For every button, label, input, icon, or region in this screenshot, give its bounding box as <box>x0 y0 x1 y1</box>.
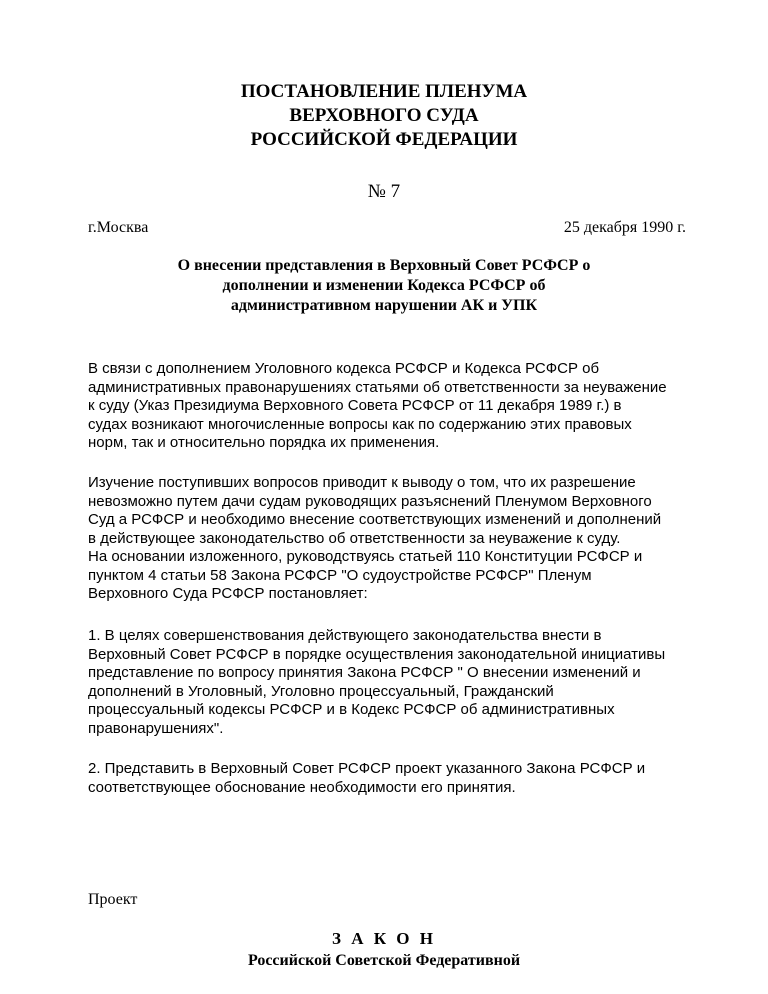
law-subtitle: Российской Советской Федеративной <box>247 952 521 969</box>
title-line: РОССИЙСКОЙ ФЕДЕРАЦИИ <box>250 129 518 150</box>
text-line: Верховного Суда РСФСР постановляет: <box>88 585 368 602</box>
resolution-subject <box>0 256 768 316</box>
text-line: невозможно путем дачи судам руководящих разъяснений Пленумом Верховного <box>88 492 652 510</box>
text-line: 1. В целях совершенствования действующего законодательства внести в <box>88 627 602 644</box>
subject-line: административном нарушении АК и УПК <box>230 297 538 314</box>
text-line: правонарушениях". <box>88 719 224 737</box>
paragraph-2 <box>88 474 728 604</box>
text-line: в действующее законодательство об ответственности за неуважение к суду. <box>88 529 621 547</box>
text-line: норм, так и относительно порядка их применения. <box>88 434 440 451</box>
text-line: процессуальный кодексы РСФСР и в Кодекс РСФСР об административных <box>88 701 615 718</box>
text-line: судах возникают многочисленные вопросы как по содержанию этих правовых <box>88 415 632 433</box>
text-line: 2. Представить в Верховный Совет РСФСР проект указанного Закона РСФСР и <box>88 760 646 777</box>
resolution-title <box>0 80 768 152</box>
text-line: дополнений в Уголовный, Уголовно процессуальный, Гражданский <box>88 682 554 700</box>
resolution-number: № 7 <box>367 181 401 202</box>
text-line: представление по вопросу принятия Закона РСФСР " О внесении изменений и <box>88 664 641 681</box>
text-line: В связи с дополнением Уголовного кодекса РСФСР и Кодекса РСФСР об <box>88 360 600 377</box>
project-label: Проект <box>88 891 138 908</box>
text-line: пунктом 4 статьи 58 Закона РСФСР "О судоустройстве РСФСР" Пленум <box>88 566 592 584</box>
text-line: соответствующее обоснование необходимости его принятия. <box>88 778 516 796</box>
subject-line: дополнении и изменении Кодекса РСФСР об <box>222 277 546 294</box>
text-line: административных правонарушениях статьями об ответственности за неуважение <box>88 378 667 396</box>
paragraph-3 <box>88 627 728 738</box>
text-line: к суду (Указ Президиума Верховного Совета РСФСР от 11 декабря 1989 г.) в <box>88 397 622 414</box>
subject-line: О внесении представления в Верховный Совет РСФСР о <box>177 257 591 274</box>
text-line: Суд а РСФСР и необходимо внесение соответствующих изменений и дополнений <box>88 511 662 528</box>
date: 25 декабря 1990 г. <box>563 219 686 236</box>
law-title: З А К О Н <box>331 929 437 948</box>
text-line: Изучение поступивших вопросов приводит к выводу о том, что их разрешение <box>88 474 636 491</box>
paragraph-4 <box>88 760 728 797</box>
text-line: Верховный Совет РСФСР в порядке осуществления законодательной инициативы <box>88 645 666 663</box>
city: г.Москва <box>88 219 149 236</box>
title-line: ПОСТАНОВЛЕНИЕ ПЛЕНУМА <box>240 81 528 102</box>
title-line: ВЕРХОВНОГО СУДА <box>289 105 479 126</box>
text-line: На основании изложенного, руководствуясь статьей 110 Конституции РСФСР и <box>88 548 643 565</box>
paragraph-1 <box>88 360 728 453</box>
